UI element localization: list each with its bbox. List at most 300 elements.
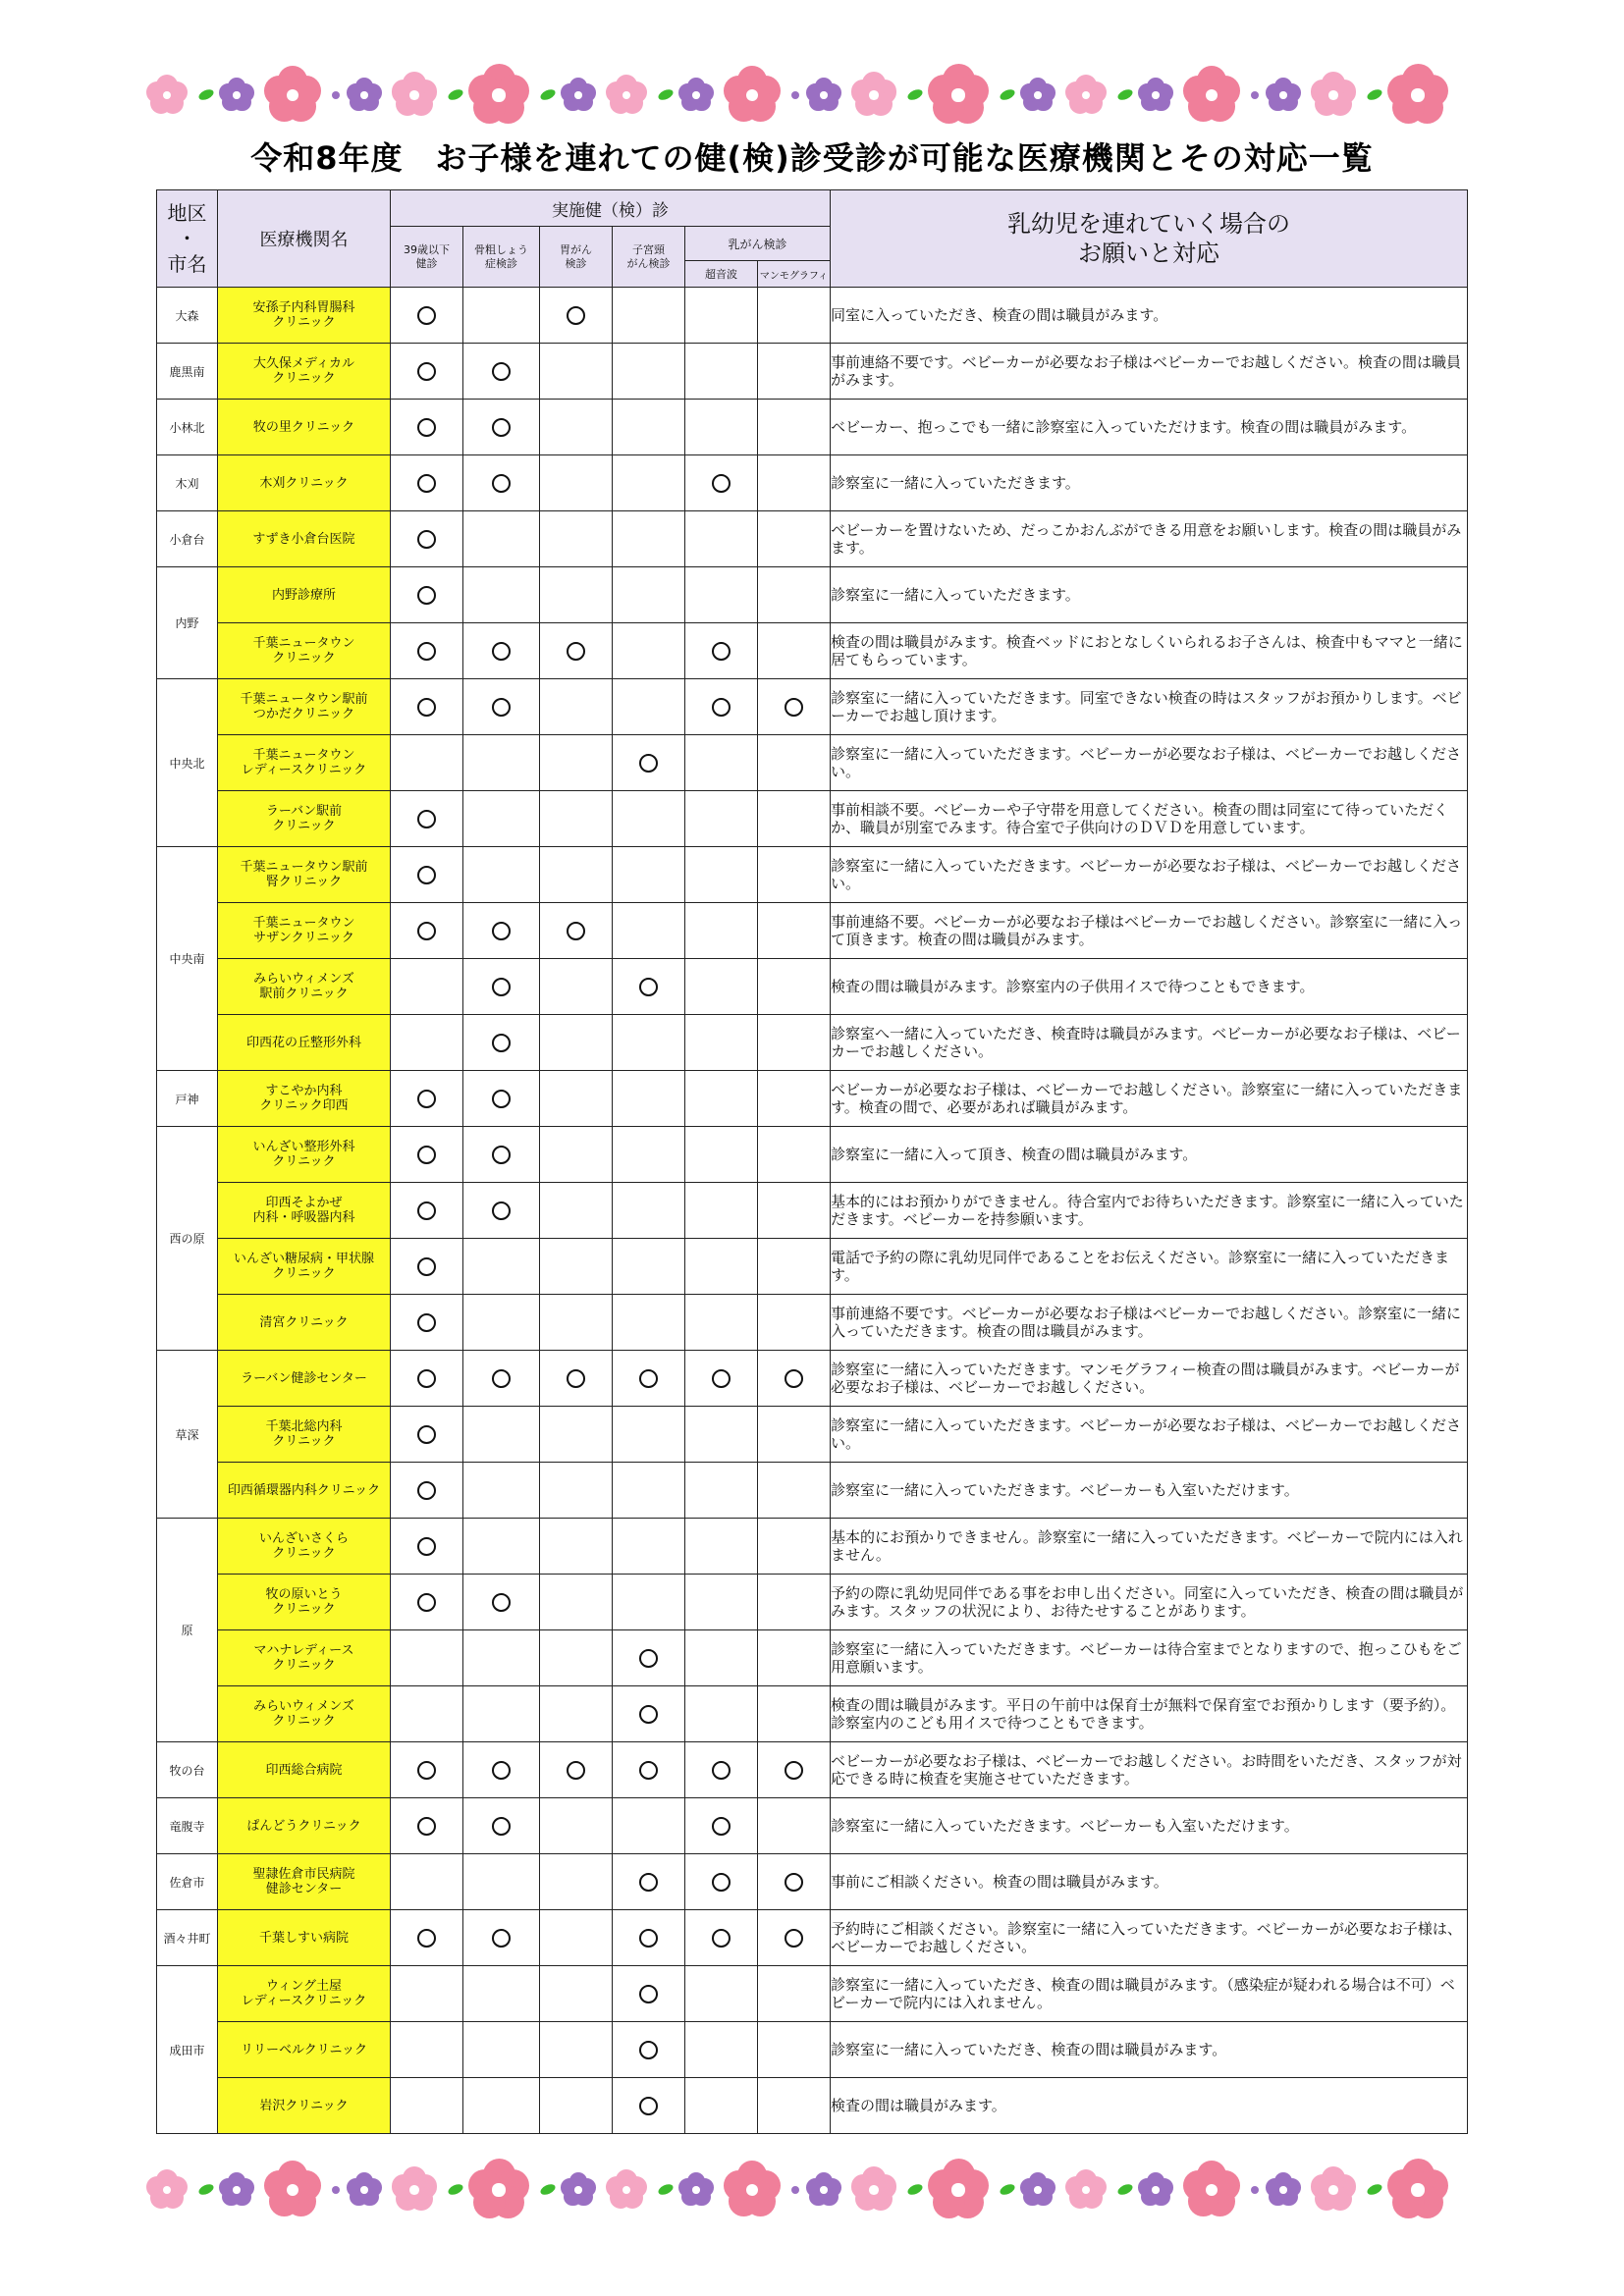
available-circle-icon — [639, 1929, 658, 1948]
clinic-name: すずき小倉台医院 — [218, 511, 391, 567]
flower-icon — [1312, 74, 1355, 117]
exam-mark-cell — [463, 1295, 540, 1351]
exam-mark-cell — [391, 1239, 463, 1295]
exam-mark-cell — [613, 1239, 685, 1295]
available-circle-icon — [639, 1705, 658, 1724]
exam-mark-cell — [391, 288, 463, 344]
note-cell: 診察室に一緒に入っていただきます。ベビーカーも入室いただけます。 — [831, 1798, 1468, 1854]
exam-mark-cell — [613, 400, 685, 455]
available-circle-icon — [712, 1929, 731, 1948]
table-row — [157, 679, 1468, 735]
available-circle-icon — [712, 642, 731, 661]
available-circle-icon — [417, 922, 436, 940]
flower-icon — [929, 66, 988, 125]
clinic-name: 千葉ニュータウン サザンクリニック — [218, 903, 391, 959]
exam-mark-cell — [391, 1463, 463, 1519]
exam-mark-cell — [463, 1407, 540, 1463]
header-exam-group: 実施健（検）診 — [391, 190, 831, 227]
exam-mark-cell — [613, 2022, 685, 2078]
exam-mark-cell — [758, 1015, 831, 1071]
available-circle-icon — [417, 1761, 436, 1780]
available-circle-icon — [417, 866, 436, 884]
exam-mark-cell — [391, 2022, 463, 2078]
exam-mark-cell — [463, 1910, 540, 1966]
available-circle-icon — [417, 1201, 436, 1220]
available-circle-icon — [712, 698, 731, 717]
table-row — [157, 623, 1468, 679]
exam-mark-cell — [540, 288, 613, 344]
exam-mark-cell — [685, 567, 758, 623]
exam-mark-cell — [391, 2078, 463, 2134]
available-circle-icon — [492, 922, 511, 940]
clinic-name: 千葉ニュータウン駅前 つかだクリニック — [218, 679, 391, 735]
exam-mark-cell — [391, 1295, 463, 1351]
leaf-icon — [999, 87, 1016, 102]
exam-mark-cell — [540, 1519, 613, 1575]
exam-mark-cell — [685, 1966, 758, 2022]
exam-mark-cell — [613, 1630, 685, 1686]
exam-mark-cell — [685, 903, 758, 959]
available-circle-icon — [785, 1929, 803, 1948]
exam-mark-cell — [540, 2078, 613, 2134]
clinic-name: ウィング土屋 レディースクリニック — [218, 1966, 391, 2022]
flower-icon — [1139, 2173, 1172, 2207]
exam-mark-cell — [540, 511, 613, 567]
flower-icon — [607, 2170, 646, 2210]
exam-mark-cell — [391, 511, 463, 567]
exam-mark-cell — [613, 2078, 685, 2134]
exam-mark-cell — [540, 1686, 613, 1742]
exam-mark-cell — [685, 1742, 758, 1798]
exam-mark-cell — [613, 1910, 685, 1966]
available-circle-icon — [417, 1537, 436, 1556]
available-circle-icon — [417, 1146, 436, 1164]
exam-mark-cell — [613, 847, 685, 903]
flower-icon — [393, 74, 436, 117]
exam-mark-cell — [758, 791, 831, 847]
exam-mark-cell — [758, 1239, 831, 1295]
clinic-name: ラーバン健診センター — [218, 1351, 391, 1407]
clinic-name: みらいウィメンズ クリニック — [218, 1686, 391, 1742]
table-row — [157, 2078, 1468, 2134]
area-cell: 竜腹寺 — [157, 1798, 218, 1854]
flower-icon — [348, 2173, 381, 2207]
flower-icon — [562, 79, 595, 112]
flower-icon — [220, 79, 253, 112]
available-circle-icon — [417, 1257, 436, 1276]
flower-icon — [1312, 2168, 1355, 2212]
exam-mark-cell — [540, 1239, 613, 1295]
leaf-icon — [197, 87, 215, 102]
available-circle-icon — [417, 1369, 436, 1388]
flower-icon — [220, 2173, 253, 2207]
exam-mark-cell — [540, 1910, 613, 1966]
exam-mark-cell — [685, 1127, 758, 1183]
flower-icon — [1184, 2163, 1239, 2217]
exam-mark-cell — [685, 679, 758, 735]
available-circle-icon — [712, 474, 731, 493]
exam-mark-cell — [758, 1183, 831, 1239]
available-circle-icon — [417, 1090, 436, 1108]
clinic-name: みらいウィメンズ 駅前クリニック — [218, 959, 391, 1015]
exam-mark-cell — [391, 1183, 463, 1239]
available-circle-icon — [639, 1985, 658, 2003]
area-cell: 木刈 — [157, 455, 218, 511]
available-circle-icon — [492, 1817, 511, 1836]
area-cell: 戸神 — [157, 1071, 218, 1127]
clinic-name: 千葉ニュータウン レディースクリニック — [218, 735, 391, 791]
exam-mark-cell — [540, 903, 613, 959]
dot-icon — [791, 91, 799, 99]
exam-mark-cell — [613, 1854, 685, 1910]
exam-mark-cell — [540, 1407, 613, 1463]
area-cell: 大森 — [157, 288, 218, 344]
leaf-icon — [1116, 2182, 1134, 2197]
exam-mark-cell — [758, 2022, 831, 2078]
flower-icon — [1066, 2170, 1106, 2210]
table-row — [157, 1798, 1468, 1854]
note-cell: 診察室に一緒に入っていただきます。ベビーカーが必要なお子様は、ベビーカーでお越しください。 — [831, 735, 1468, 791]
exam-mark-cell — [463, 344, 540, 400]
available-circle-icon — [417, 586, 436, 605]
exam-mark-cell — [540, 847, 613, 903]
exam-mark-cell — [685, 1015, 758, 1071]
table-row — [157, 1854, 1468, 1910]
exam-mark-cell — [391, 1966, 463, 2022]
exam-mark-cell — [685, 1071, 758, 1127]
exam-mark-cell — [540, 567, 613, 623]
note-cell: 診察室に一緒に入っていただきます。 — [831, 567, 1468, 623]
exam-mark-cell — [463, 1239, 540, 1295]
area-cell: 酒々井町 — [157, 1910, 218, 1966]
leaf-icon — [999, 2182, 1016, 2197]
exam-mark-cell — [463, 1854, 540, 1910]
exam-mark-cell — [613, 1966, 685, 2022]
header-breast-mammography: マンモグラフィ — [758, 261, 831, 288]
available-circle-icon — [417, 1817, 436, 1836]
exam-mark-cell — [540, 679, 613, 735]
table-row — [157, 791, 1468, 847]
available-circle-icon — [639, 2097, 658, 2115]
exam-mark-cell — [758, 1630, 831, 1686]
available-circle-icon — [417, 530, 436, 549]
exam-mark-cell — [685, 2022, 758, 2078]
table-row — [157, 344, 1468, 400]
note-cell: ベビーカーが必要なお子様は、ベビーカーでお越しください。お時間をいただき、スタッフが対応できる時に検査を実施させていただきます。 — [831, 1742, 1468, 1798]
table-row — [157, 567, 1468, 623]
clinic-name: 千葉ニュータウン クリニック — [218, 623, 391, 679]
exam-mark-cell — [540, 1742, 613, 1798]
exam-mark-cell — [463, 2022, 540, 2078]
table-row — [157, 1686, 1468, 1742]
exam-mark-cell — [391, 1407, 463, 1463]
exam-mark-cell — [685, 1239, 758, 1295]
exam-mark-cell — [463, 903, 540, 959]
exam-mark-cell — [685, 1630, 758, 1686]
flower-icon — [265, 2163, 320, 2217]
exam-mark-cell — [463, 1630, 540, 1686]
exam-mark-cell — [685, 1519, 758, 1575]
available-circle-icon — [567, 306, 585, 325]
available-circle-icon — [492, 1929, 511, 1948]
header-breast-group: 乳がん検診 — [685, 227, 831, 261]
flower-icon — [265, 68, 320, 123]
available-circle-icon — [639, 1873, 658, 1892]
exam-mark-cell — [758, 1798, 831, 1854]
exam-mark-cell — [463, 1351, 540, 1407]
exam-mark-cell — [391, 791, 463, 847]
exam-mark-cell — [685, 1351, 758, 1407]
available-circle-icon — [417, 1593, 436, 1612]
note-cell: 基本的にお預かりできません。診察室に一緒に入っていただきます。ベビーカーで院内には入れません。 — [831, 1519, 1468, 1575]
area-cell: 佐倉市 — [157, 1854, 218, 1910]
flower-icon — [725, 68, 780, 123]
table-row — [157, 1463, 1468, 1519]
clinic-name: マハナレディース クリニック — [218, 1630, 391, 1686]
clinic-name: 大久保メディカル クリニック — [218, 344, 391, 400]
clinic-table — [156, 189, 1468, 2134]
exam-mark-cell — [391, 1575, 463, 1630]
table-row — [157, 959, 1468, 1015]
exam-mark-cell — [391, 400, 463, 455]
table-row — [157, 288, 1468, 344]
available-circle-icon — [567, 922, 585, 940]
flower-icon — [562, 2173, 595, 2207]
available-circle-icon — [639, 1649, 658, 1668]
flower-icon — [469, 2161, 528, 2219]
leaf-icon — [906, 2182, 924, 2197]
available-circle-icon — [492, 1146, 511, 1164]
area-cell: 原 — [157, 1519, 218, 1742]
area-cell: 牧の台 — [157, 1742, 218, 1798]
note-cell: ベビーカーを置けないため、だっこかおんぶができる用意をお願いします。検査の間は職員がみます。 — [831, 511, 1468, 567]
leaf-icon — [657, 2182, 675, 2197]
note-cell: 同室に入っていただき、検査の間は職員がみます。 — [831, 288, 1468, 344]
exam-mark-cell — [758, 1854, 831, 1910]
exam-mark-cell — [758, 344, 831, 400]
available-circle-icon — [492, 1034, 511, 1052]
exam-mark-cell — [540, 2022, 613, 2078]
exam-mark-cell — [540, 1798, 613, 1854]
exam-mark-cell — [758, 1127, 831, 1183]
exam-mark-cell — [613, 344, 685, 400]
exam-mark-cell — [758, 1519, 831, 1575]
table-row — [157, 455, 1468, 511]
exam-mark-cell — [613, 1351, 685, 1407]
exam-mark-cell — [685, 511, 758, 567]
exam-mark-cell — [758, 1966, 831, 2022]
clinic-name: 牧の原いとう クリニック — [218, 1575, 391, 1630]
area-cell: 成田市 — [157, 1966, 218, 2134]
exam-mark-cell — [685, 2078, 758, 2134]
exam-mark-cell — [540, 1630, 613, 1686]
dot-icon — [1251, 2186, 1259, 2194]
exam-mark-cell — [613, 1407, 685, 1463]
available-circle-icon — [417, 1425, 436, 1444]
exam-mark-cell — [540, 959, 613, 1015]
exam-mark-cell — [758, 455, 831, 511]
exam-mark-cell — [463, 1686, 540, 1742]
exam-mark-cell — [540, 735, 613, 791]
note-cell: 検査の間は職員がみます。平日の午前中は保育士が無料で保育室でお預かりします（要予約）。診察室内のこども用イスで待つこともできます。 — [831, 1686, 1468, 1742]
exam-mark-cell — [540, 1015, 613, 1071]
note-cell: 予約の際に乳幼児同伴である事をお申し出ください。同室に入っていただき、検査の間は職員がみます。スタッフの状況により、お待たせすることがあります。 — [831, 1575, 1468, 1630]
exam-mark-cell — [463, 1015, 540, 1071]
table-row — [157, 735, 1468, 791]
exam-mark-cell — [613, 1071, 685, 1127]
available-circle-icon — [492, 1201, 511, 1220]
header-clinic-name: 医療機関名 — [218, 190, 391, 288]
available-circle-icon — [417, 418, 436, 437]
available-circle-icon — [567, 642, 585, 661]
exam-mark-cell — [613, 623, 685, 679]
exam-mark-cell — [613, 1798, 685, 1854]
note-cell: 診察室に一緒に入っていただきます。マンモグラフィー検査の間は職員がみます。ベビーカーが必要なお子様は、ベビーカーでお越しください。 — [831, 1351, 1468, 1407]
leaf-icon — [1116, 87, 1134, 102]
table-row — [157, 847, 1468, 903]
exam-mark-cell — [685, 1183, 758, 1239]
exam-mark-cell — [685, 791, 758, 847]
available-circle-icon — [567, 1369, 585, 1388]
leaf-icon — [1366, 87, 1383, 102]
exam-mark-cell — [758, 1742, 831, 1798]
exam-mark-cell — [463, 1798, 540, 1854]
clinic-name: リリーベルクリニック — [218, 2022, 391, 2078]
available-circle-icon — [492, 642, 511, 661]
exam-mark-cell — [391, 344, 463, 400]
exam-mark-cell — [685, 1910, 758, 1966]
exam-mark-cell — [391, 1854, 463, 1910]
area-cell: 内野 — [157, 567, 218, 679]
flower-icon — [1021, 2173, 1055, 2207]
exam-mark-cell — [613, 1575, 685, 1630]
exam-mark-cell — [463, 679, 540, 735]
exam-mark-cell — [758, 567, 831, 623]
exam-mark-cell — [391, 903, 463, 959]
note-cell: 診察室に一緒に入っていただきます。ベビーカーが必要なお子様は、ベビーカーでお越しください。 — [831, 1407, 1468, 1463]
dot-icon — [332, 2186, 340, 2194]
area-cell: 小倉台 — [157, 511, 218, 567]
flower-icon — [1267, 2173, 1300, 2207]
exam-mark-cell — [685, 1798, 758, 1854]
exam-mark-cell — [613, 1463, 685, 1519]
flower-icon — [1267, 79, 1300, 112]
exam-mark-cell — [758, 1407, 831, 1463]
table-row — [157, 1630, 1468, 1686]
header-exam-cervical: 子宮頸 がん検診 — [613, 227, 685, 288]
available-circle-icon — [785, 1873, 803, 1892]
exam-mark-cell — [540, 1295, 613, 1351]
exam-mark-cell — [391, 1910, 463, 1966]
flower-icon — [1388, 66, 1447, 125]
table-row — [157, 1910, 1468, 1966]
header-exam-osteoporosis: 骨粗しょう 症検診 — [463, 227, 540, 288]
note-cell: 診察室へ一緒に入っていただき、検査時は職員がみます。ベビーカーが必要なお子様は、ベビーカーでお越しください。 — [831, 1015, 1468, 1071]
exam-mark-cell — [758, 1071, 831, 1127]
clinic-name: いんざい整形外科 クリニック — [218, 1127, 391, 1183]
note-cell: 診察室に一緒に入っていただきます。ベビーカーは待合室までとなりますので、抱っこひもをご用意願います。 — [831, 1630, 1468, 1686]
exam-mark-cell — [758, 847, 831, 903]
exam-mark-cell — [685, 1854, 758, 1910]
available-circle-icon — [417, 642, 436, 661]
exam-mark-cell — [391, 1630, 463, 1686]
exam-mark-cell — [463, 567, 540, 623]
available-circle-icon — [417, 1313, 436, 1332]
available-circle-icon — [639, 978, 658, 996]
exam-mark-cell — [391, 679, 463, 735]
table-row — [157, 1742, 1468, 1798]
flower-icon — [1066, 76, 1106, 115]
note-cell: 予約時にご相談ください。診察室に一緒に入っていただきます。ベビーカーが必要なお子様は、ベビーカーでお越しください。 — [831, 1910, 1468, 1966]
dot-icon — [791, 2186, 799, 2194]
exam-mark-cell — [391, 455, 463, 511]
note-cell: 事前連絡不要です。ベビーカーが必要なお子様はベビーカーでお越しください。検査の間は職員がみます。 — [831, 344, 1468, 400]
flower-icon — [929, 2161, 988, 2219]
exam-mark-cell — [685, 1407, 758, 1463]
exam-mark-cell — [613, 1742, 685, 1798]
exam-mark-cell — [391, 1071, 463, 1127]
exam-mark-cell — [463, 455, 540, 511]
header-area — [157, 190, 218, 288]
table-row — [157, 1351, 1468, 1407]
exam-mark-cell — [758, 400, 831, 455]
exam-mark-cell — [685, 959, 758, 1015]
table-row — [157, 400, 1468, 455]
available-circle-icon — [712, 1761, 731, 1780]
exam-mark-cell — [758, 1351, 831, 1407]
page-title: 令和8年度 お子様を連れての健(検)診受診が可能な医療機関とその対応一覧 — [250, 139, 1374, 177]
clinic-name: 牧の里クリニック — [218, 400, 391, 455]
exam-mark-cell — [758, 623, 831, 679]
exam-mark-cell — [463, 791, 540, 847]
exam-mark-cell — [463, 1575, 540, 1630]
available-circle-icon — [785, 1761, 803, 1780]
exam-mark-cell — [463, 1183, 540, 1239]
clinic-name: 印西循環器内科クリニック — [218, 1463, 391, 1519]
exam-mark-cell — [540, 1966, 613, 2022]
exam-mark-cell — [758, 288, 831, 344]
flower-icon — [1388, 2161, 1447, 2219]
clinic-name: 印西そよかぜ 内科・呼吸器内科 — [218, 1183, 391, 1239]
table-row — [157, 511, 1468, 567]
exam-mark-cell — [463, 959, 540, 1015]
available-circle-icon — [567, 1761, 585, 1780]
note-cell: 診察室に一緒に入っていただきます。同室できない検査の時はスタッフがお預かりします。ベビーカーでお越し頂けます。 — [831, 679, 1468, 735]
available-circle-icon — [492, 698, 511, 717]
note-cell: 検査の間は職員がみます。診察室内の子供用イスで待つこともできます。 — [831, 959, 1468, 1015]
available-circle-icon — [712, 1369, 731, 1388]
flower-border-top — [147, 51, 1477, 139]
exam-mark-cell — [613, 791, 685, 847]
dot-icon — [332, 91, 340, 99]
flower-icon — [807, 79, 840, 112]
exam-mark-cell — [391, 623, 463, 679]
note-cell: 電話で予約の際に乳幼児同伴であることをお伝えください。診察室に一緒に入っていただきます。 — [831, 1239, 1468, 1295]
flower-icon — [807, 2173, 840, 2207]
table-row — [157, 1519, 1468, 1575]
exam-mark-cell — [758, 1910, 831, 1966]
available-circle-icon — [417, 1929, 436, 1948]
exam-mark-cell — [685, 288, 758, 344]
header-area-label: 地区 ・ 市名 — [167, 201, 207, 276]
area-cell: 草深 — [157, 1351, 218, 1519]
table-row — [157, 1407, 1468, 1463]
exam-mark-cell — [758, 1463, 831, 1519]
exam-mark-cell — [540, 1127, 613, 1183]
area-cell: 西の原 — [157, 1127, 218, 1351]
exam-mark-cell — [463, 400, 540, 455]
table-row — [157, 1575, 1468, 1630]
